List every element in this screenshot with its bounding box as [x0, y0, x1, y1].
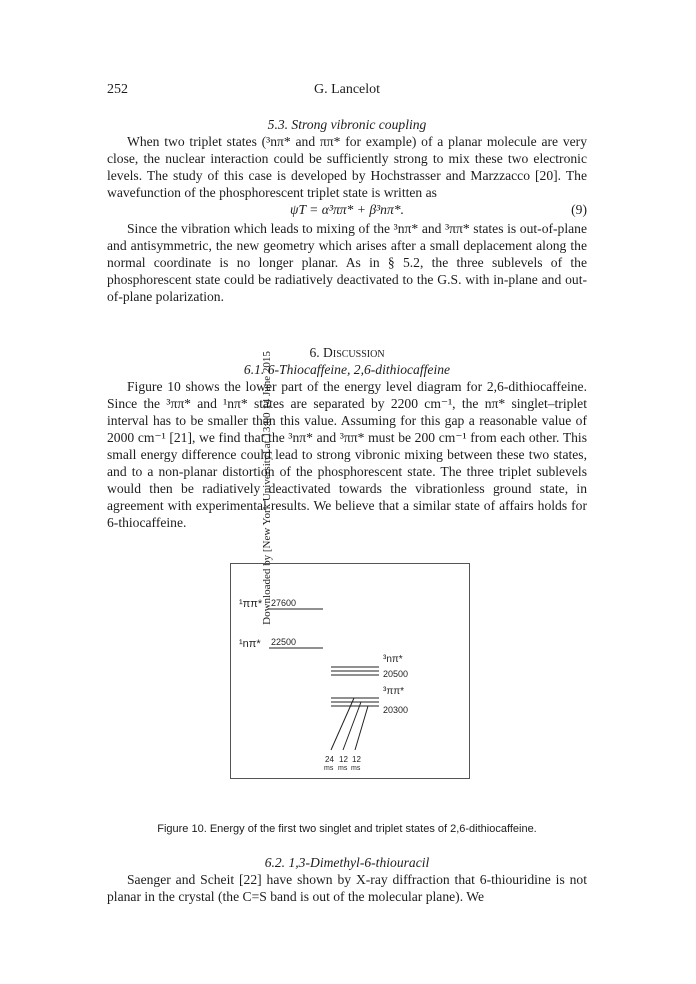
page-number: 252 [107, 82, 128, 97]
lifetime-unit: ms [338, 765, 348, 772]
lifetime-value: 24 [325, 755, 334, 764]
figure-10 [230, 563, 470, 779]
equation-number: (9) [571, 202, 587, 217]
level-value-20500: 20500 [383, 669, 409, 679]
subsection-title: 6.1. 6-Thiocaffeine, 2,6-dithiocaffeine [243, 362, 451, 377]
equation-body: ψT = α³ππ* + β³nπ*. [290, 202, 404, 217]
equation-9 [107, 201, 587, 220]
running-author: G. Lancelot [313, 82, 381, 97]
lifetime-value: 12 [339, 755, 348, 764]
level-label-s-pipi: ¹ππ* [239, 598, 263, 610]
lifetime-value: 12 [352, 755, 361, 764]
subsection-title: 6.2. 1,3-Dimethyl-6-thiouracil [264, 855, 430, 870]
section-title: 5.3. Strong vibronic coupling [267, 117, 427, 132]
section-title: 6. Discussion [309, 345, 385, 360]
section-6 [107, 344, 587, 531]
paragraph: Since the vibration which leads to mixing of the ³nπ* and ³ππ* states is out-of-plane and antisymmetric, the new geometry which arises after a small deplacement along the normal coordinate is no longer planar. As in § 5.2, the three sublevels of the phosphorescent state could be radiatively deactivated to the G.S. with in-plane and out-of-plane polarization. [107, 221, 587, 304]
lifetime-unit: ms [351, 765, 361, 772]
paragraph: Saenger and Scheit [22] have shown by X-ray diffraction that 6-thiouridine is not planar in the crystal (the C=S band is out of the molecular plane). We [107, 872, 587, 904]
section-6-2 [107, 854, 587, 905]
paragraph: Figure 10 shows the lower part of the energy level diagram for 2,6-dithiocaffeine. Since the ³ππ* and ¹nπ* states are separated by 2200 cm⁻¹, the nπ* singlet–triplet interval has to be smaller than this value. Assuming for this gap a reasonable value of 2000 cm⁻¹ [21], we find that the ³nπ* and ³ππ* must be 200 cm⁻¹ from each other. This small energy difference could lead to strong vibronic mixing between these two states, and to a non-planar distortion of the phosphorescent state. The three triplet sublevels would then be radiatively deactivated towards the vibrationless ground state, in agreement with experimental results. We believe that a similar state of affairs holds for 6-thiocaffeine. [107, 379, 587, 530]
section-5-3 [107, 116, 587, 305]
level-label-s-npi: ¹nπ* [239, 638, 261, 650]
transition-arrow [343, 702, 361, 750]
lifetime-unit: ms [324, 765, 334, 772]
download-stamp: Downloaded by [New York University] at 13:00 14 June 2015 [261, 351, 273, 625]
paragraph: When two triplet states (³nπ* and ππ* for example) of a planar molecule are very close, the nuclear interaction could be sufficiently strong to mix these two electronic levels. The study of this case is developed by Hochstrasser and Marzzacco [20]. The wavefunction of the phosphorescent triplet state is written as [107, 134, 587, 200]
level-value-27600: 27600 [271, 598, 297, 608]
level-label-t-npi: ³nπ* [383, 654, 403, 665]
figure-caption: Figure 10. Energy of the first two singlet and triplet states of 2,6-dithiocaffeine. [157, 823, 537, 835]
level-label-t-pipi: ³ππ* [383, 686, 405, 697]
level-value-22500: 22500 [271, 637, 297, 647]
level-value-20300: 20300 [383, 705, 409, 715]
